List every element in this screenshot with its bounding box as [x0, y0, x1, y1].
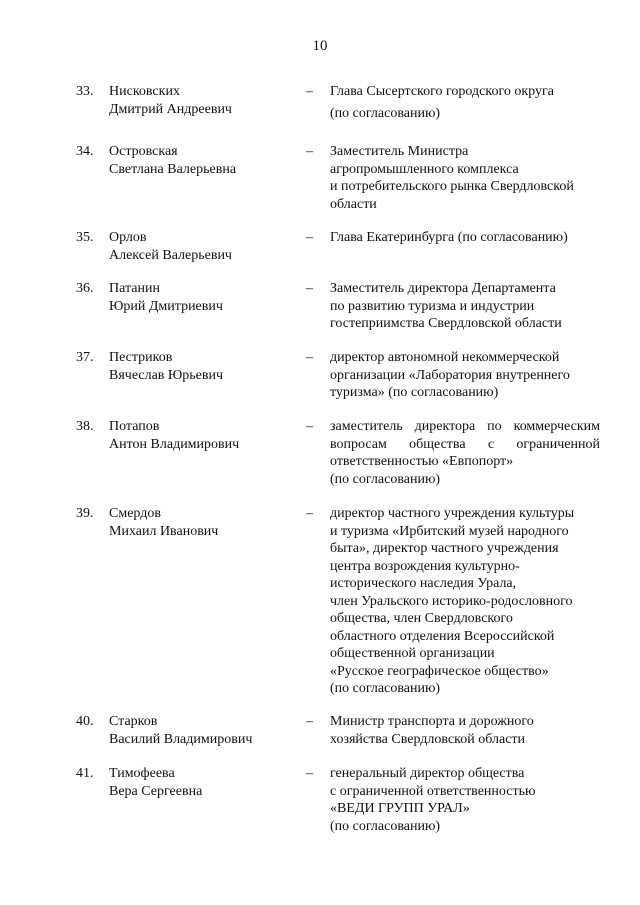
item-number: 34.	[76, 144, 94, 159]
position-description	[330, 765, 600, 835]
given-names: Михаил Иванович	[109, 523, 219, 539]
role-line: организации «Лаборатория внутреннего	[330, 367, 570, 383]
given-names: Василий Владимирович	[109, 731, 253, 747]
separator-dash: –	[306, 506, 313, 521]
position-description	[330, 349, 600, 402]
role-line: области	[330, 196, 377, 212]
position-description	[330, 229, 600, 247]
position-description	[330, 713, 600, 748]
position-description	[330, 505, 600, 698]
role-line: туризма» (по согласованию)	[330, 385, 499, 400]
item-number: 40.	[76, 714, 94, 729]
role-line: директор частного учреждения культуры	[330, 506, 575, 521]
role-line: областного отделения Всероссийской	[330, 628, 555, 644]
position-description	[330, 83, 600, 122]
role-line: Заместитель Министра	[330, 144, 469, 159]
item-number: 38.	[76, 419, 94, 434]
person-name	[109, 505, 294, 540]
item-number: 39.	[76, 506, 94, 521]
position-description	[330, 143, 600, 213]
given-names: Вера Сергеевна	[109, 783, 203, 799]
role-line: и потребительского рынка Свердловской	[330, 179, 574, 194]
item-number: 37.	[76, 350, 94, 365]
role-line: (по согласованию)	[330, 818, 441, 834]
role-line: «Русское географическое общество»	[330, 663, 549, 679]
given-names: Светлана Валерьевна	[109, 161, 237, 177]
role-line: быта», директор частного учреждения	[330, 541, 559, 556]
separator-dash: –	[306, 281, 313, 296]
surname: Тимофеева	[109, 766, 175, 781]
person-name	[109, 83, 294, 118]
separator-dash: –	[306, 419, 313, 434]
surname: Островская	[109, 144, 178, 159]
position-description	[330, 418, 600, 488]
surname: Нисковских	[109, 84, 180, 99]
surname: Старков	[109, 714, 158, 729]
separator-dash: –	[306, 230, 313, 245]
item-number: 41.	[76, 766, 94, 781]
person-name	[109, 765, 294, 800]
role-line: генеральный директор общества	[330, 766, 525, 781]
position-description	[330, 280, 600, 333]
role-line: (по согласованию)	[330, 681, 441, 696]
role-line: заместитель директора по коммерческим	[330, 419, 600, 434]
role-line: гостеприимства Свердловской области	[330, 316, 562, 331]
given-names: Дмитрий Андреевич	[109, 101, 232, 117]
item-number: 36.	[76, 281, 94, 296]
person-name	[109, 713, 294, 748]
person-name	[109, 349, 294, 384]
role-line: вопросам общества с ограниченной	[330, 436, 600, 452]
role-line: Заместитель директора Департамента	[330, 281, 556, 296]
role-line: Глава Екатеринбурга (по согласованию)	[330, 230, 568, 245]
surname: Орлов	[109, 230, 147, 245]
role-line: общества, член Свердловского	[330, 611, 513, 626]
role-line: ответственностью «Евпопорт»	[330, 454, 514, 469]
person-name	[109, 143, 294, 178]
page-number: 10	[312, 38, 328, 54]
role-line: и туризма «Ирбитский музей народного	[330, 523, 569, 539]
separator-dash: –	[306, 350, 313, 365]
role-line: Министр транспорта и дорожного	[330, 714, 534, 729]
given-names: Алексей Валерьевич	[109, 247, 232, 263]
role-line: (по согласованию)	[330, 471, 441, 487]
item-number: 33.	[76, 84, 94, 99]
separator-dash: –	[306, 144, 313, 159]
role-line: член Уральского историко-родословного	[330, 593, 573, 609]
role-line: директор автономной некоммерческой	[330, 350, 560, 365]
surname: Потапов	[109, 419, 160, 434]
role-line: с ограниченной ответственностью	[330, 783, 536, 799]
given-names: Антон Владимирович	[109, 436, 240, 452]
role-line: (по согласованию)	[330, 105, 441, 121]
role-line: «ВЕДИ ГРУПП УРАЛ»	[330, 801, 470, 816]
surname: Смердов	[109, 506, 161, 521]
separator-dash: –	[306, 766, 313, 781]
role-line: центра возрождения культурно-	[330, 558, 520, 574]
item-number: 35.	[76, 230, 94, 245]
role-line: общественной организации	[330, 646, 495, 661]
surname: Пестриков	[109, 350, 173, 365]
role-line: по развитию туризма и индустрии	[330, 298, 535, 314]
separator-dash: –	[306, 714, 313, 729]
surname: Патанин	[109, 281, 160, 296]
role-line: Глава Сысертского городского округа	[330, 84, 554, 99]
role-line: агропромышленного комплекса	[330, 161, 519, 177]
person-name	[109, 229, 294, 264]
role-line: исторического наследия Урала,	[330, 576, 517, 591]
person-name	[109, 418, 294, 453]
role-line: хозяйства Свердловской области	[330, 731, 526, 747]
person-name	[109, 280, 294, 315]
given-names: Вячеслав Юрьевич	[109, 367, 224, 383]
given-names: Юрий Дмитриевич	[109, 298, 223, 314]
separator-dash: –	[306, 84, 313, 99]
